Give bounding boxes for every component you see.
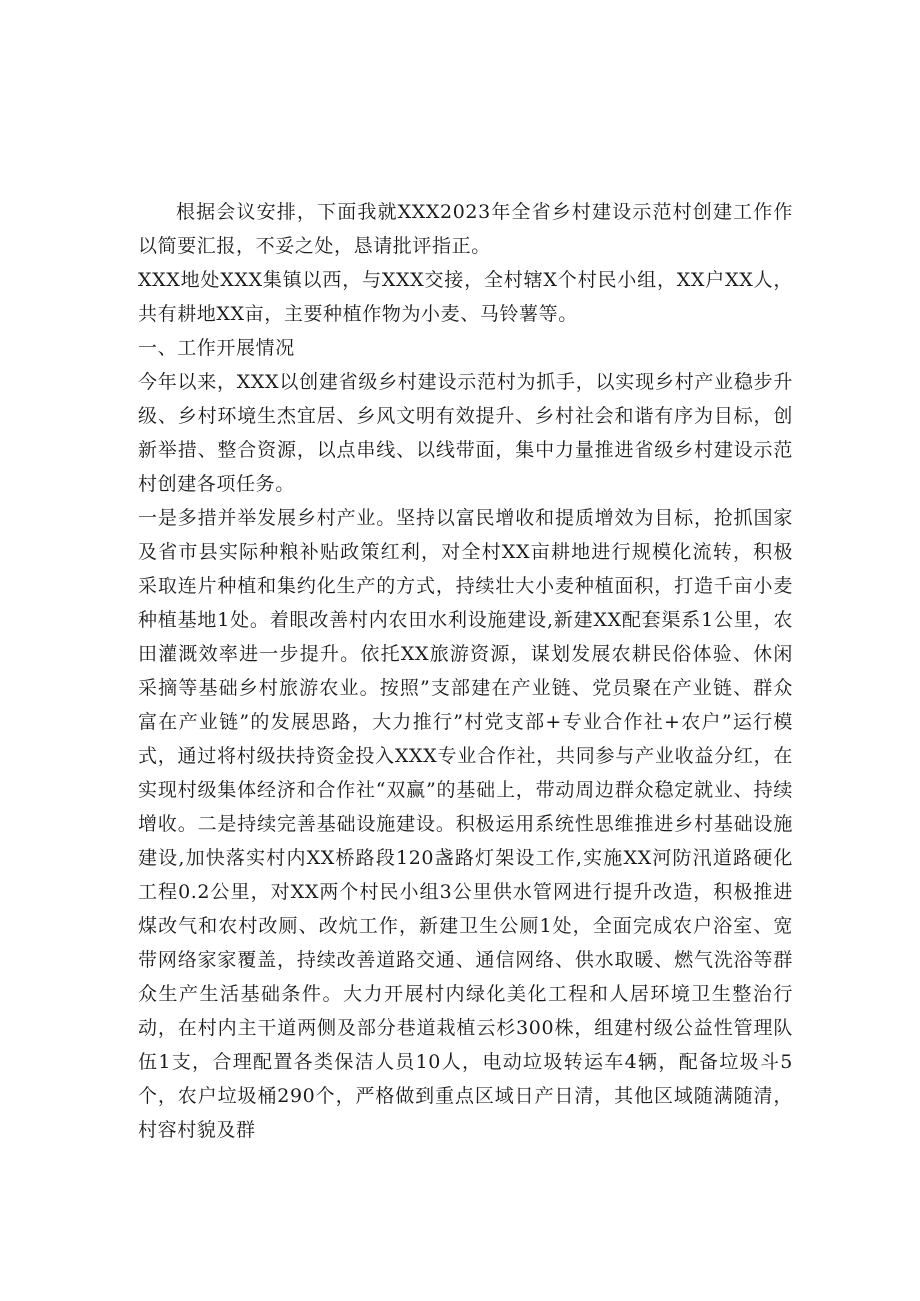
intro-paragraph: 根据会议安排，下面我就XXX2023年全省乡村建设示范村创建工作作以简要汇报，不妥之处，恳请批评指正。 <box>138 201 793 257</box>
document-body <box>138 195 793 1147</box>
village-overview-paragraph: XXX地处XXX集镇以西，与XXX交接，全村辖X个村民小组，XX户XX人，共有耕地XX亩，主要种植作物为小麦、马铃薯等。 <box>138 269 793 325</box>
industry-infrastructure-paragraph: 一是多措并举发展乡村产业。坚持以富民增收和提质增效为目标，抢抓国家及省市县实际种粮补贴政策红利，对全村XX亩耕地进行规模化流转，积极采取连片种植和集约化生产的方式，持续壮大小麦种植面积，打造千亩小麦种植基地1处。着眼改善村内农田水利设施建设,新建XX配套渠系1公里，农田灌溉效率进一步提升。依托XX旅游资源，谋划发展农耕民俗体验、休闲采摘等基础乡村旅游农业。按照”支部建在产业链、党员聚在产业链、群众富在产业链”的发展思路，大力推行”村党支部+专业合作社+农户”运行模式，通过将村级扶持资金投入XXX专业合作社，共同参与产业收益分红，在实现村级集体经济和合作社“双赢”的基础上，带动周边群众稳定就业、持续增收。二是持续完善基础设施建设。积极运用系统性思维推进乡村基础设施建设,加快落实村内XX桥路段120盏路灯架设工作,实施XX河防汛道路硬化工程0.2公里，对XX两个村民小组3公里供水管网进行提升改造，积极推进煤改气和农村改厕、改炕工作，新建卫生公厕1处，全面完成农户浴室、宽带网络家家覆盖，持续改善道路交通、通信网络、供水取暖、燃气洗浴等群众生产生活基础条件。大力开展村内绿化美化工程和人居环境卫生整治行动，在村内主干道两侧及部分巷道栽植云杉300株，组建村级公益性管理队伍1支，合理配置各类保洁人员10人，电动垃圾转运车4辆，配备垃圾斗5个，农户垃圾桶290个，严格做到重点区域日产日清，其他区域随满随清，村容村貌及群 <box>138 507 793 1141</box>
work-summary-paragraph: 今年以来，XXX以创建省级乡村建设示范村为抓手，以实现乡村产业稳步升级、乡村环境生杰宜居、乡风文明有效提升、乡村社会和谐有序为目标，创新举措、整合资源，以点串线、以线带面，集中力量推进省级乡村建设示范村创建各项任务。 <box>138 371 793 495</box>
section-heading: 一、工作开展情况 <box>138 337 295 359</box>
